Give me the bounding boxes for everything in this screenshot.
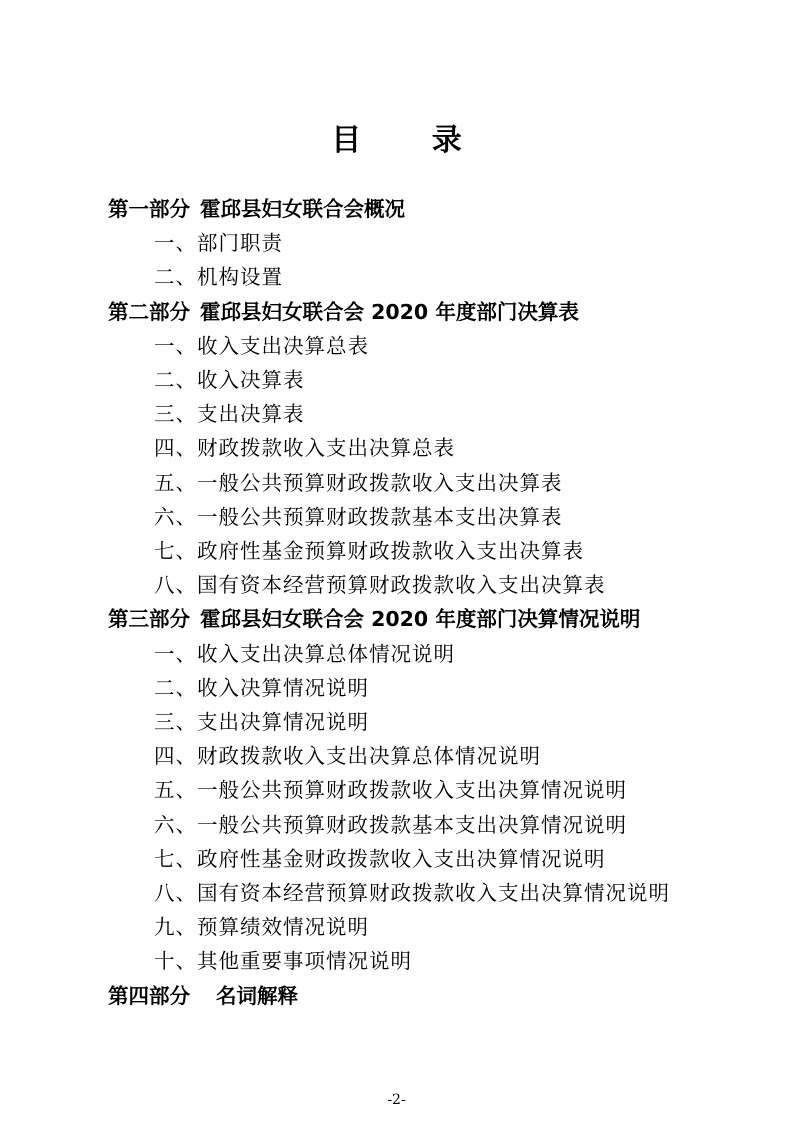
toc-item: 四、财政拨款收入支出决算总体情况说明 (154, 744, 541, 769)
toc-item: 二、收入决算情况说明 (154, 675, 369, 700)
part-label: 第一部分 (108, 197, 190, 221)
toc-part-2-heading (108, 295, 698, 329)
toc-part-3-heading (108, 602, 698, 636)
toc-part-4-heading (108, 979, 698, 1013)
toc-item: 四、财政拨款收入支出决算总表 (154, 436, 455, 461)
toc-item: 七、政府性基金财政拨款收入支出决算情况说明 (154, 846, 606, 871)
toc-item: 十、其他重要事项情况说明 (154, 949, 412, 974)
part-name: 霍邱县妇女联合会概况 (200, 197, 405, 221)
toc-item: 三、支出决算情况说明 (154, 710, 369, 734)
toc-item: 六、一般公共预算财政拨款基本支出决算情况说明 (154, 812, 627, 837)
toc-item: 一、部门职责 (154, 231, 283, 256)
part-label: 第四部分 (108, 983, 190, 1008)
toc-item: 八、国有资本经营预算财政拨款收入支出决算情况说明 (154, 881, 670, 906)
toc-item: 三、支出决算表 (154, 402, 305, 427)
part-label: 第三部分 (108, 607, 190, 632)
toc-item: 二、机构设置 (154, 265, 283, 290)
toc-part-1-heading (108, 192, 698, 226)
page-title: 目 录 (331, 123, 492, 158)
toc-item: 五、一般公共预算财政拨款收入支出决算情况说明 (154, 778, 627, 803)
toc-item: 七、政府性基金预算财政拨款收入支出决算表 (154, 539, 584, 563)
part-label: 第二部分 (108, 299, 190, 324)
toc-item: 一、收入支出决算总体情况说明 (154, 641, 455, 666)
page-number: -2- (387, 1092, 406, 1108)
part-name: 霍邱县妇女联合会 2020 年度部门决算情况说明 (200, 607, 641, 632)
toc-item: 九、预算绩效情况说明 (154, 915, 369, 940)
toc-item: 五、一般公共预算财政拨款收入支出决算表 (154, 470, 563, 495)
part-name: 霍邱县妇女联合会 2020 年度部门决算表 (200, 299, 579, 324)
toc-item: 八、国有资本经营预算财政拨款收入支出决算表 (154, 573, 606, 598)
toc-item: 六、一般公共预算财政拨款基本支出决算表 (154, 504, 563, 529)
toc-item: 二、收入决算表 (154, 367, 305, 392)
toc-item: 一、收入支出决算总表 (154, 333, 369, 358)
table-of-contents (108, 192, 698, 1013)
part-name: 名词解释 (216, 983, 298, 1008)
